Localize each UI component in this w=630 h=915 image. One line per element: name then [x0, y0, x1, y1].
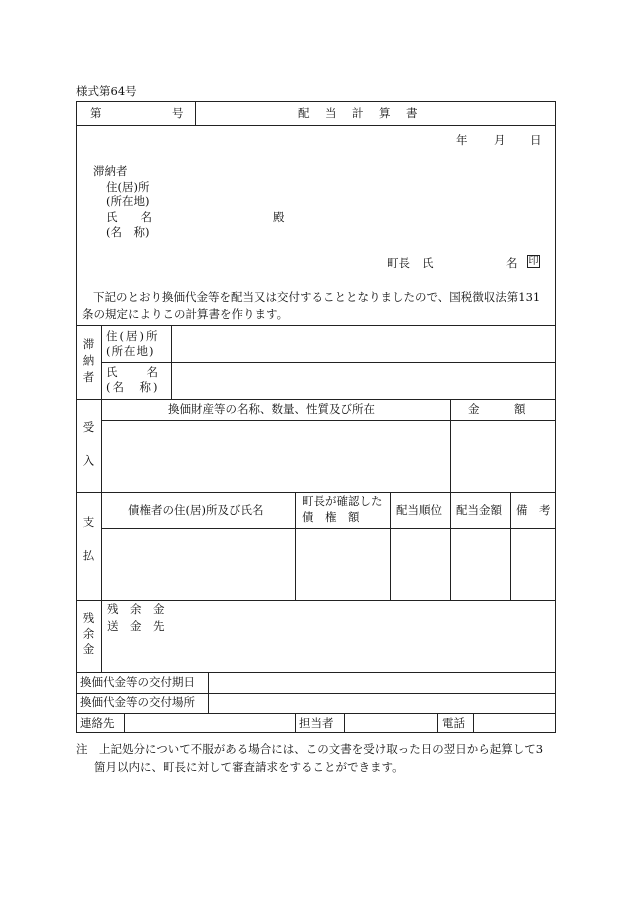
divider: [295, 492, 296, 600]
divider: [76, 600, 556, 601]
divider: [208, 672, 209, 713]
divider: [510, 492, 511, 600]
creditor-column-header: 債権者の住(居)所及び氏名: [128, 503, 264, 517]
person-in-charge-label: 担当者: [299, 716, 334, 730]
amount-column-header: 金 額: [468, 402, 526, 416]
divider: [344, 713, 345, 733]
sender-title: 町長: [387, 256, 410, 270]
delinquent-name-alt-label: (名 称): [106, 380, 160, 394]
delinquent-section-label: 滞納者: [81, 338, 96, 388]
receipt-section-label: 受入: [81, 421, 96, 488]
sender-name-left: 氏: [422, 256, 434, 270]
body-text: 下記のとおり換価代金等を配当又は交付することとなりましたので、国税徴収法第131条の規定によりこの計算書を作ります。: [82, 290, 541, 321]
divider: [101, 420, 556, 421]
divider: [101, 362, 556, 363]
date-day-label: 日: [530, 133, 542, 147]
divider: [76, 693, 556, 694]
payment-amount-column-header: 配当金額: [456, 503, 502, 517]
delinquent-address-alt-label: (所在地): [106, 344, 155, 358]
addressee-label: 滞納者: [93, 164, 128, 178]
divider: [450, 399, 451, 492]
delivery-place-label: 換価代金等の交付場所: [80, 695, 195, 709]
remainder-section-label: 残余金: [81, 612, 96, 659]
seal-icon: 印: [528, 256, 539, 267]
divider: [124, 713, 125, 733]
divider: [101, 528, 556, 529]
honorific: 殿: [273, 210, 285, 224]
payment-section-label: 支払: [81, 516, 96, 583]
addressee-address-label: 住(居)所: [106, 180, 150, 194]
delinquent-name-label: 氏 名: [106, 365, 160, 379]
divider: [101, 325, 102, 672]
confirmed-amount-header-1: 町長が確認した: [302, 494, 383, 508]
divider: [76, 492, 556, 493]
date-month-label: 月: [494, 133, 506, 147]
contact-label: 連絡先: [80, 716, 115, 730]
appeal-note: [76, 740, 558, 776]
delivery-date-label: 換価代金等の交付期日: [80, 675, 195, 689]
divider: [76, 399, 556, 400]
note-line-2: 箇月以内に、町長に対して審査請求をすることができます。: [94, 760, 404, 774]
date-year-label: 年: [456, 133, 468, 147]
note-line-1: 注 上記処分について不服がある場合には、この文書を受け取った日の翌日から起算して3: [76, 742, 544, 756]
addressee-name-alt-label: (名 称): [106, 225, 150, 239]
divider: [295, 713, 296, 733]
divider: [171, 325, 172, 399]
form-number: 様式第64号: [76, 84, 137, 98]
divider: [195, 101, 196, 125]
property-column-header: 換価財産等の名称、数量、性質及び所在: [168, 402, 375, 416]
addressee-name-label: 氏 名: [106, 210, 152, 224]
addressee-address-alt-label: (所在地): [106, 194, 150, 208]
remainder-label: 残 余 金: [107, 602, 165, 616]
destination-label: 送 金 先: [107, 619, 165, 633]
divider: [473, 713, 474, 733]
divider: [76, 672, 556, 673]
divider: [390, 492, 391, 600]
doc-number-suffix: 号: [172, 106, 184, 120]
divider: [76, 713, 556, 714]
divider: [450, 492, 451, 600]
divider: [76, 325, 556, 326]
sender-name-right: 名: [506, 256, 518, 270]
divider: [437, 713, 438, 733]
remarks-column-header: 備 考: [516, 503, 551, 517]
order-column-header: 配当順位: [396, 503, 442, 517]
delinquent-address-label: 住(居)所: [106, 329, 160, 343]
divider: [76, 125, 556, 126]
page-title: 配 当 計 算 書: [298, 106, 420, 120]
doc-number-prefix: 第: [90, 106, 102, 120]
confirmed-amount-header-2: 債 権 額: [302, 510, 360, 524]
phone-label: 電話: [442, 716, 465, 730]
